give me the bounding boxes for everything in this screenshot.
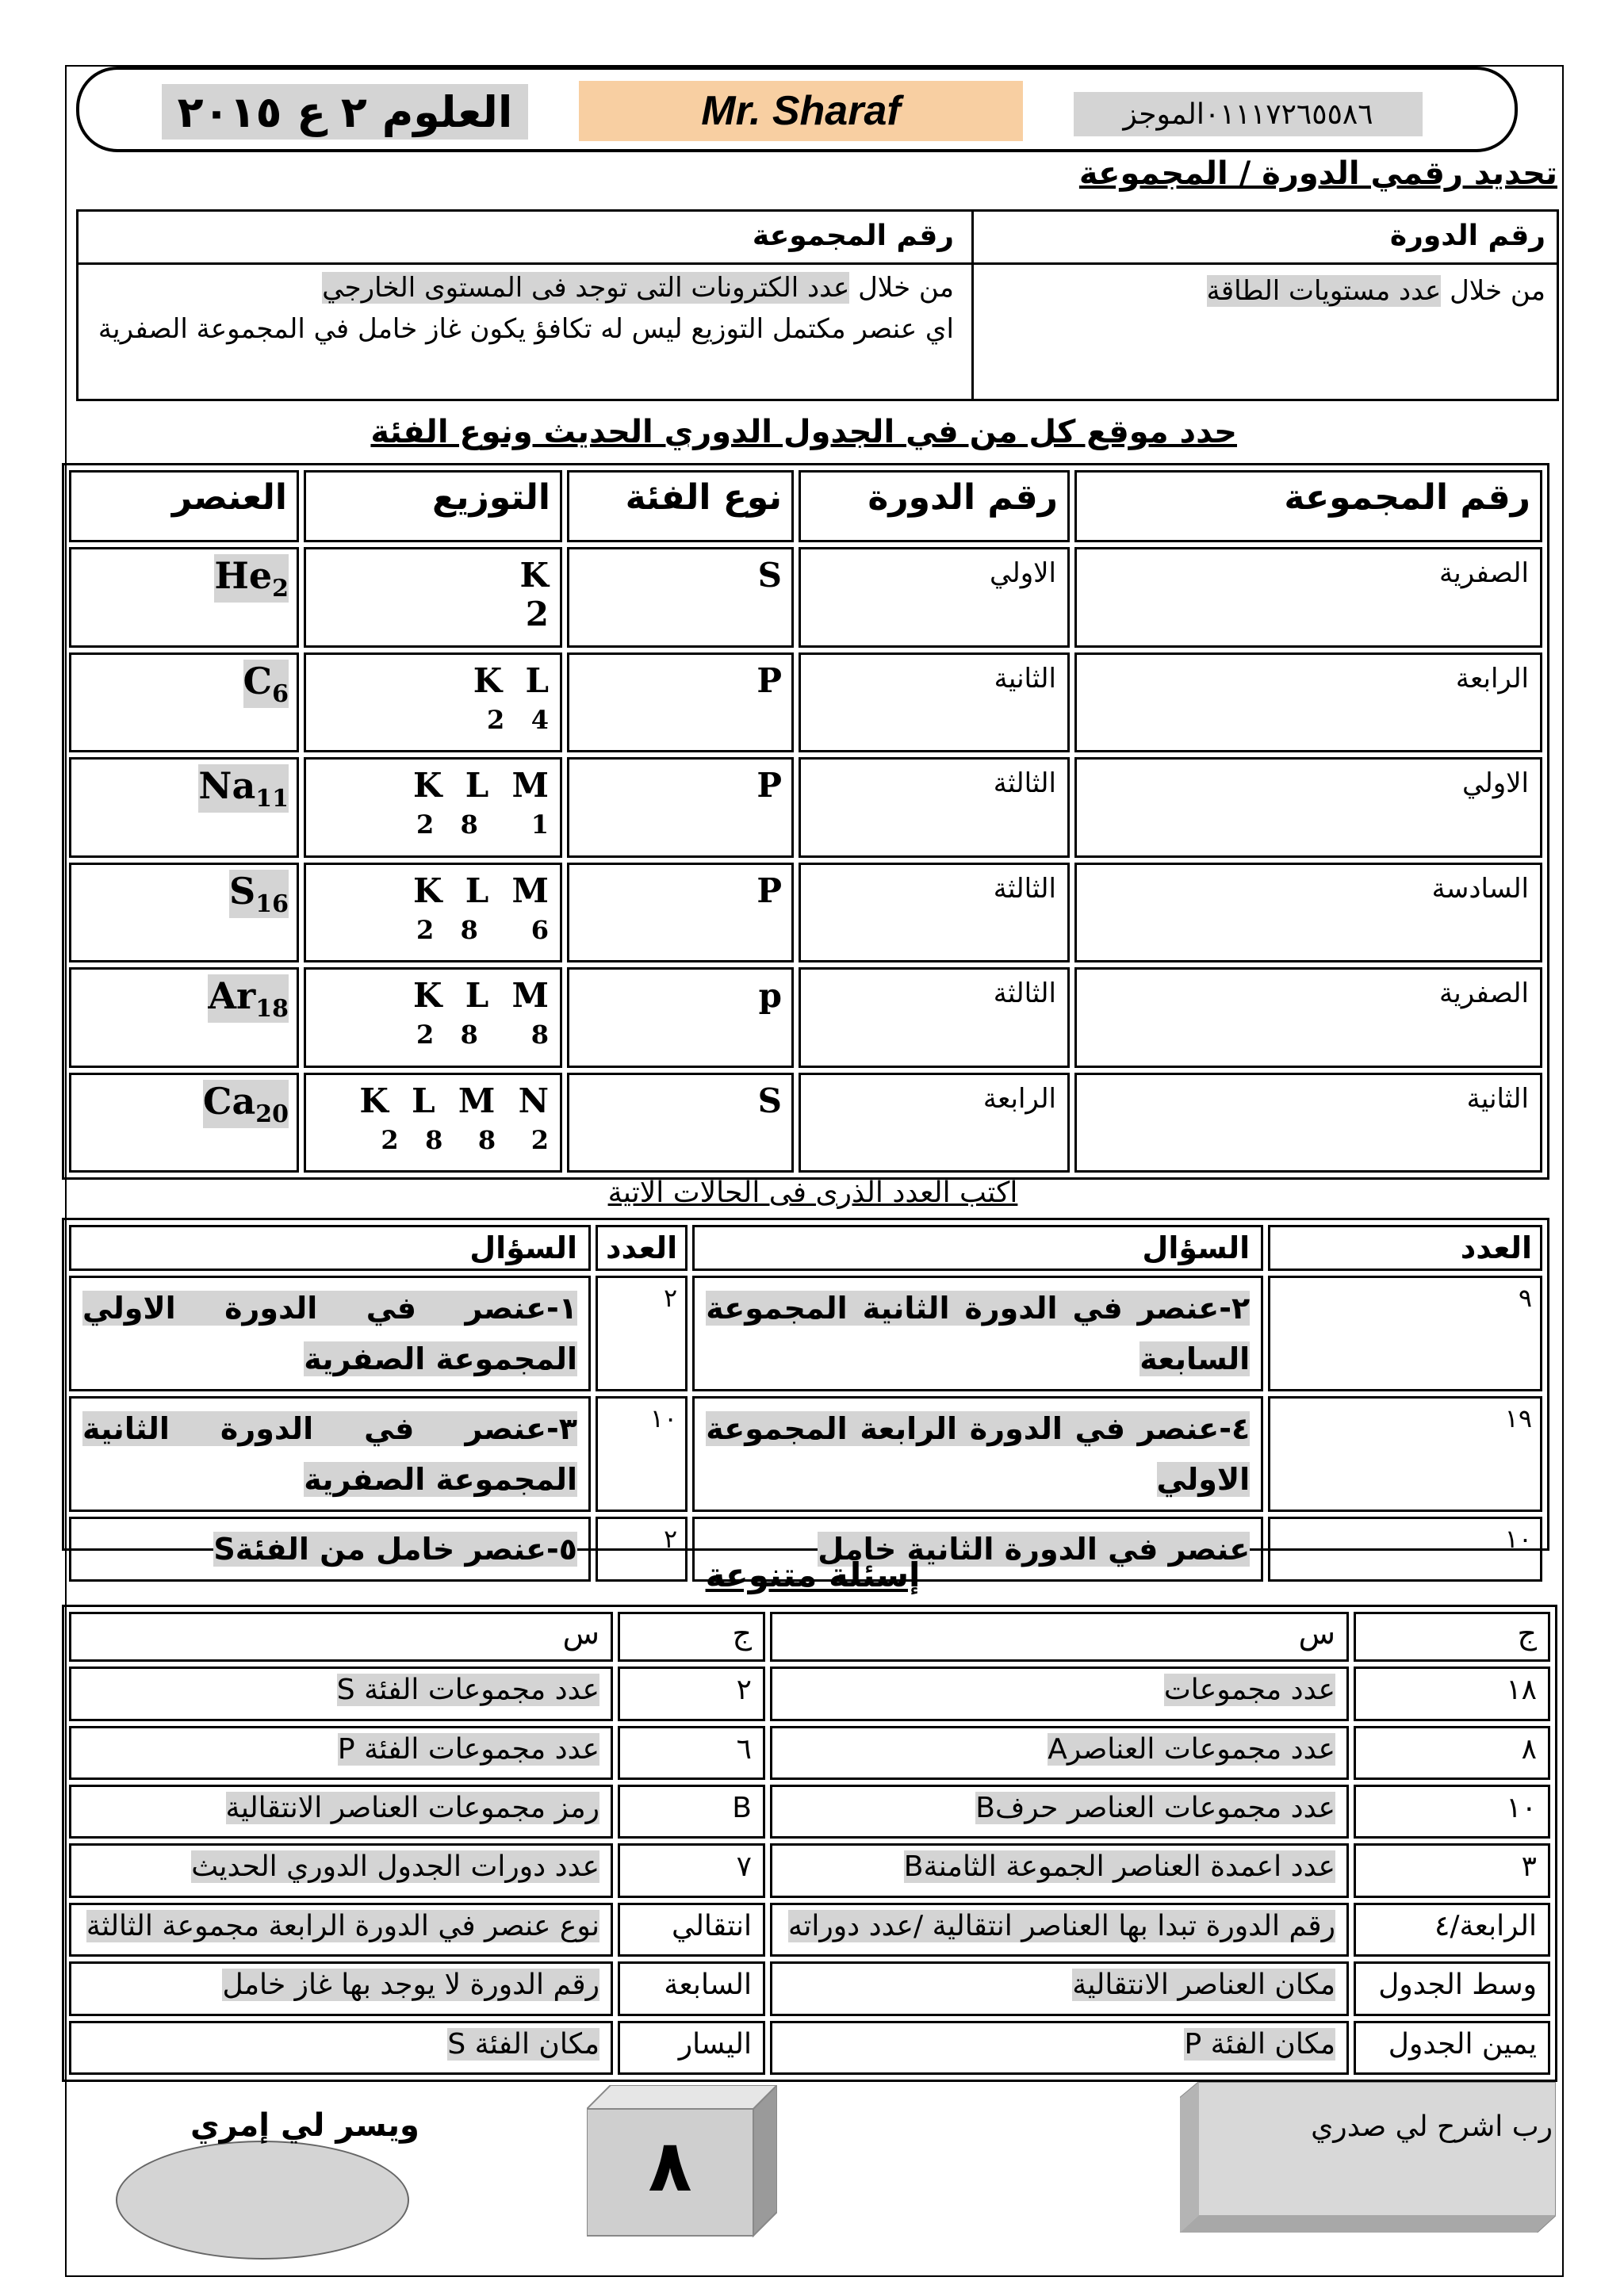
shell-letters: K L M bbox=[412, 766, 549, 806]
misc-question: عدد مجموعات bbox=[770, 1667, 1349, 1720]
block-type: P bbox=[567, 863, 794, 962]
question-text: عنصر في الدورة الثانية خامل bbox=[692, 1517, 1263, 1582]
group-number: الرابعة bbox=[1074, 652, 1542, 752]
shell-counts: 2 8 6 bbox=[416, 914, 549, 945]
col-head-period: رقم الدورة bbox=[799, 470, 1070, 542]
period-number: الثالثة bbox=[799, 863, 1070, 962]
element-row bbox=[69, 547, 1542, 647]
section1-title: تحديد رقمي الدورة / المجموعة bbox=[1078, 155, 1557, 192]
footer-right-box bbox=[1180, 2082, 1556, 2233]
element-row bbox=[69, 863, 1542, 962]
subject-title: العلوم ٢ ع ٢٠١٥ bbox=[162, 84, 528, 140]
question-text: ٢-عنصر في الدورة الثانية المجموعة السابعة bbox=[692, 1276, 1263, 1391]
misc-question: مكان العناصر الانتقالية bbox=[770, 1961, 1349, 2015]
misc-answer: وسط الجدول bbox=[1354, 1961, 1550, 2015]
electron-config-cell bbox=[304, 863, 562, 962]
page-number: ٨ bbox=[648, 2125, 692, 2208]
period-explanation: من خلال عدد مستويات الطاقة bbox=[1206, 275, 1545, 307]
misc-questions-table bbox=[64, 1607, 1555, 2080]
electron-config-cell bbox=[304, 652, 562, 752]
misc-answer: ١٨ bbox=[1354, 1667, 1550, 1720]
element-row bbox=[69, 757, 1542, 857]
footer-prayer-right: رب اشرح لي صدري bbox=[1311, 2110, 1553, 2143]
section2-title: حدد موقع كل من في الجدول الدوري الحديث ونوع الفئة bbox=[370, 414, 1237, 450]
atomic-number: ٩ bbox=[1268, 1276, 1542, 1391]
electron-config-cell bbox=[304, 547, 562, 647]
misc-answer: ٧ bbox=[618, 1843, 765, 1897]
block-type: S bbox=[567, 547, 794, 647]
atomic-number: ٢ bbox=[596, 1517, 688, 1582]
n-head-2: العدد bbox=[1268, 1225, 1542, 1271]
misc-answer: ٦ bbox=[618, 1726, 765, 1780]
misc-question-row bbox=[69, 1843, 1550, 1897]
misc-answer: B bbox=[618, 1785, 765, 1839]
misc-question-row bbox=[69, 1961, 1550, 2015]
question-text: ٥-عنصر خامل من الفئةS bbox=[69, 1517, 591, 1582]
shell-counts: 2 8 8 2 bbox=[381, 1124, 549, 1155]
misc-answer: السابعة bbox=[618, 1961, 765, 2015]
atomic-question-row bbox=[69, 1396, 1542, 1512]
period-number: الثالثة bbox=[799, 757, 1070, 857]
electron-config-cell bbox=[304, 757, 562, 857]
misc-question-row bbox=[69, 2021, 1550, 2075]
q-head-1: السؤال bbox=[69, 1225, 591, 1271]
misc-answer: انتقالي bbox=[618, 1903, 765, 1957]
group-explanation: من خلال عدد الكترونات التى توجد فى المستوى الخارجي اي عنصر مكتمل التوزيع ليس له تكافؤ يكون غاز خامل في المجموعة الصفرية bbox=[82, 267, 954, 350]
shell-letters: K L M N bbox=[359, 1081, 549, 1120]
misc-question-row bbox=[69, 1903, 1550, 1957]
s-head-1: س bbox=[69, 1612, 613, 1662]
group-number: السادسة bbox=[1074, 863, 1542, 962]
element-symbol-cell bbox=[69, 967, 299, 1067]
group-note: اي عنصر مكتمل التوزيع ليس له تكافؤ يكون غاز خامل في المجموعة الصفرية bbox=[98, 313, 954, 345]
group-number: الثانية bbox=[1074, 1073, 1542, 1173]
element-row bbox=[69, 652, 1542, 752]
n-head-1: العدد bbox=[596, 1225, 688, 1271]
block-type: p bbox=[567, 967, 794, 1067]
page-number-box bbox=[587, 2085, 777, 2244]
a-head-2: ج bbox=[1354, 1612, 1550, 1662]
element-symbol-cell bbox=[69, 757, 299, 857]
misc-question: رمز مجموعات العناصر الانتقالية bbox=[69, 1785, 613, 1839]
misc-question: مكان الفئة P bbox=[770, 2021, 1349, 2075]
elements-table bbox=[64, 465, 1547, 1177]
period-group-table bbox=[76, 209, 1559, 401]
element-symbol-cell bbox=[69, 547, 299, 647]
element-row bbox=[69, 967, 1542, 1067]
q-head-2: السؤال bbox=[692, 1225, 1263, 1271]
misc-question-row bbox=[69, 1667, 1550, 1720]
section4-title: إسئلة متنوعة bbox=[705, 1556, 921, 1594]
misc-question: عدد اعمدة العناصر الجموعة الثامنةB bbox=[770, 1843, 1349, 1897]
period-number: الثالثة bbox=[799, 967, 1070, 1067]
atomic-number: ٢ bbox=[596, 1276, 688, 1391]
misc-answer: اليسار bbox=[618, 2021, 765, 2075]
misc-question: عدد مجموعات العناصر حرفB bbox=[770, 1785, 1349, 1839]
shell-counts: 2 8 1 bbox=[416, 809, 549, 840]
period-number: الرابعة bbox=[799, 1073, 1070, 1173]
s-head-2: س bbox=[770, 1612, 1349, 1662]
teacher-name: Mr. Sharaf bbox=[579, 81, 1023, 141]
misc-question: عدد مجموعات الفئة S bbox=[69, 1667, 613, 1720]
period-head: رقم الدورة bbox=[1389, 220, 1545, 252]
element-symbol: $Na_{11}$ bbox=[198, 764, 289, 813]
shell-letters: K L M bbox=[412, 976, 549, 1016]
misc-question: عدد مجموعات الفئة P bbox=[69, 1726, 613, 1780]
element-symbol-cell bbox=[69, 863, 299, 962]
col-head-group: رقم المجموعة bbox=[1074, 470, 1542, 542]
misc-answer: ٢ bbox=[618, 1667, 765, 1720]
misc-question: عدد مجموعات العناصرA bbox=[770, 1726, 1349, 1780]
group-number: الصفرية bbox=[1074, 547, 1542, 647]
misc-answer: ٣ bbox=[1354, 1843, 1550, 1897]
group-number: الصفرية bbox=[1074, 967, 1542, 1067]
misc-question: عدد دورات الجدول الدوري الحديث bbox=[69, 1843, 613, 1897]
footer-prayer-left: ويسر لي إمري bbox=[190, 2107, 419, 2144]
section3-title: اكتب العدد الذرى فى الحالات الاتية bbox=[607, 1177, 1018, 1209]
atomic-question-row bbox=[69, 1276, 1542, 1391]
element-symbol: $S_{16}$ bbox=[229, 869, 289, 918]
block-type: P bbox=[567, 652, 794, 752]
element-symbol: $Ca_{20}$ bbox=[202, 1079, 289, 1128]
element-symbol: $C_6$ bbox=[243, 659, 289, 708]
question-text: ٣-عنصر في الدورة الثانية المجموعة الصفرية bbox=[69, 1396, 591, 1512]
misc-question: مكان الفئة S bbox=[69, 2021, 613, 2075]
element-symbol: $He_2$ bbox=[214, 554, 289, 603]
misc-answer: ١٠ bbox=[1354, 1785, 1550, 1839]
misc-answer: يمين الجدول bbox=[1354, 2021, 1550, 2075]
phone-number: ٠١١١٧٢٦٥٥٨٦الموجز bbox=[1074, 92, 1423, 136]
atomic-number: ١٠ bbox=[1268, 1517, 1542, 1582]
misc-question: رقم الدورة تبدا بها العناصر انتقالية /عدد دوراته bbox=[770, 1903, 1349, 1957]
block-type: P bbox=[567, 757, 794, 857]
element-row bbox=[69, 1073, 1542, 1173]
atomic-number: ١٠ bbox=[596, 1396, 688, 1512]
shell-letters: K L bbox=[473, 660, 549, 700]
shell-counts: 2 4 bbox=[487, 704, 549, 735]
atomic-number: ١٩ bbox=[1268, 1396, 1542, 1512]
a-head-1: ج bbox=[618, 1612, 765, 1662]
misc-answer: الرابعة/٤ bbox=[1354, 1903, 1550, 1957]
col-head-block: نوع الفئة bbox=[567, 470, 794, 542]
misc-question: نوع عنصر في الدورة الرابعة مجموعة الثالثة bbox=[69, 1903, 613, 1957]
electron-config-cell bbox=[304, 1073, 562, 1173]
footer-ellipse bbox=[116, 2141, 409, 2260]
element-symbol-cell bbox=[69, 1073, 299, 1173]
group-number: الاولي bbox=[1074, 757, 1542, 857]
shell-counts: 2 8 8 bbox=[416, 1020, 549, 1050]
question-text: ٤-عنصر في الدورة الرابعة المجموعة الاولي bbox=[692, 1396, 1263, 1512]
shell-counts: 2 bbox=[525, 595, 549, 634]
footer-right-box-shape bbox=[1180, 2082, 1556, 2233]
electron-config-cell bbox=[304, 967, 562, 1067]
block-type: S bbox=[567, 1073, 794, 1173]
col-head-element: العنصر bbox=[69, 470, 299, 542]
shell-letters: K bbox=[519, 556, 549, 595]
misc-question-row bbox=[69, 1785, 1550, 1839]
period-number: الاولي bbox=[799, 547, 1070, 647]
col-head-config: التوزيع bbox=[304, 470, 562, 542]
misc-answer: ٨ bbox=[1354, 1726, 1550, 1780]
group-head: رقم المجموعة bbox=[752, 220, 954, 252]
element-symbol-cell bbox=[69, 652, 299, 752]
shell-letters: K L M bbox=[412, 871, 549, 910]
atomic-number-table bbox=[64, 1220, 1547, 1586]
element-symbol: $Ar_{18}$ bbox=[208, 974, 289, 1024]
period-number: الثانية bbox=[799, 652, 1070, 752]
question-text: ١-عنصر في الدورة الاولي المجموعة الصفرية bbox=[69, 1276, 591, 1391]
misc-question-row bbox=[69, 1726, 1550, 1780]
misc-question: رقم الدورة لا يوجد بها غاز خامل bbox=[69, 1961, 613, 2015]
